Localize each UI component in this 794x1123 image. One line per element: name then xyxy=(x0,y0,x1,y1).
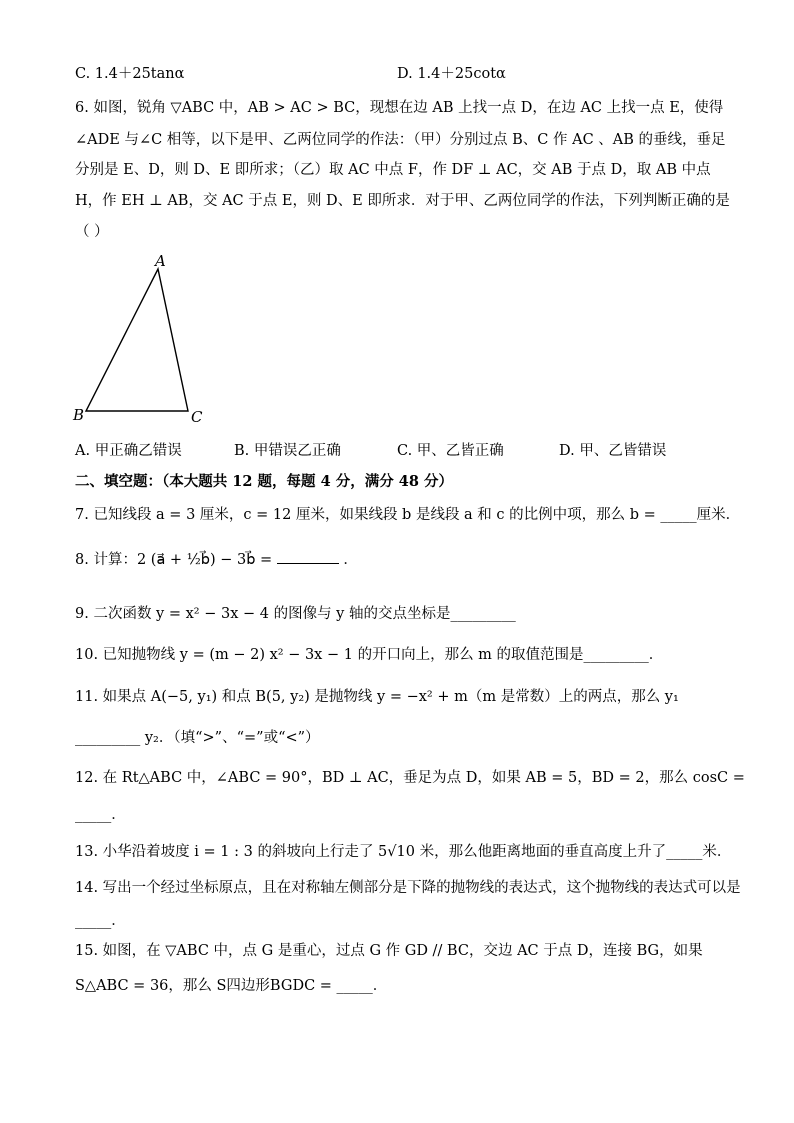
q6-line-1: 6. 如图，锐角 ▽ABC 中，AB > AC > BC，现想在边 AB 上找一点 D，在边 AC 上找一点 E，使得 xyxy=(75,100,724,116)
q15-line-2: S△ABC = 36，那么 S四边形BGDC = _____． xyxy=(75,978,388,994)
q8-row xyxy=(75,550,724,570)
q9-text: 9. 二次函数 y = x² − 3x − 4 的图像与 y 轴的交点坐标是_________ xyxy=(75,606,516,622)
q12-line-1: 12. 在 Rt△ABC 中，∠ABC = 90°，BD ⊥ AC，垂足为点 D，如果 AB = 5，BD = 2，那么 cosC = xyxy=(75,770,745,786)
q6-line-4: H，作 EH ⊥ AB，交 AC 于点 E，则 D、E 即所求．对于甲、乙两位同学的作法，下列判断正确的是 xyxy=(75,193,730,209)
q6-line-2: ∠ADE 与∠C 相等，以下是甲、乙两位同学的作法：（甲）分别过点 B、C 作 AC 、AB 的垂线，垂足 xyxy=(75,132,726,148)
q8-prefix: 8. 计算：2 xyxy=(75,552,147,568)
q7-text: 7. 已知线段 a = 3 厘米，c = 12 厘米，如果线段 b 是线段 a 和 c 的比例中项，那么 b = _____厘米． xyxy=(75,507,741,523)
q8-answer-blank xyxy=(277,563,339,564)
q8-suffix: ． xyxy=(343,552,358,568)
label-a: A xyxy=(155,252,166,270)
q6-option-b: B. 甲错误乙正确 xyxy=(234,443,341,459)
label-b: B xyxy=(73,406,85,424)
q5-option-c: C. 1.4＋25tanα xyxy=(75,66,185,82)
q6-line-5: （ ） xyxy=(75,224,109,240)
section-2-title: 二、填空题：（本大题共 12 题，每题 4 分，满分 48 分） xyxy=(75,473,453,490)
q12-line-2: _____． xyxy=(75,807,126,823)
triangle-abc-figure xyxy=(70,252,220,432)
q6-option-d: D. 甲、乙皆错误 xyxy=(559,443,667,459)
q11-line-1: 11. 如果点 A(−5, y₁) 和点 B(5, y₂) 是抛物线 y = −x² + m（m 是常数）上的两点，那么 y₁ xyxy=(75,689,679,705)
q14-line-2: _____． xyxy=(75,913,126,929)
q6-line-3: 分别是 E、D，则 D、E 即所求；（乙）取 AC 中点 F，作 DF ⊥ AC，交 AB 于点 D，取 AB 中点 xyxy=(75,162,711,178)
q6-option-c: C. 甲、乙皆正确 xyxy=(397,443,504,459)
triangle-abc xyxy=(86,269,188,411)
q8-expression: (a⃗ + ½b⃗) − 3b⃗ = xyxy=(150,552,273,568)
label-c: C xyxy=(191,408,203,426)
q14-line-1: 14. 写出一个经过坐标原点，且在对称轴左侧部分是下降的抛物线的表达式，这个抛物线的表达式可以是 xyxy=(75,880,741,896)
q15-line-1: 15. 如图，在 ▽ABC 中，点 G 是重心，过点 G 作 GD // BC，交边 AC 于点 D，连接 BG，如果 xyxy=(75,943,703,959)
q6-option-a: A. 甲正确乙错误 xyxy=(75,443,182,459)
q11-line-2: _________ y₂．（填“>”、“=”或“<”） xyxy=(75,730,320,746)
q5-option-d: D. 1.4＋25cotα xyxy=(397,66,506,82)
q10-text: 10. 已知抛物线 y = (m − 2) x² − 3x − 1 的开口向上，那么 m 的取值范围是_________． xyxy=(75,647,664,663)
q13-text: 13. 小华沿着坡度 i = 1 : 3 的斜坡向上行走了 5√10 米，那么他距离地面的垂直高度上升了_____米． xyxy=(75,844,732,860)
